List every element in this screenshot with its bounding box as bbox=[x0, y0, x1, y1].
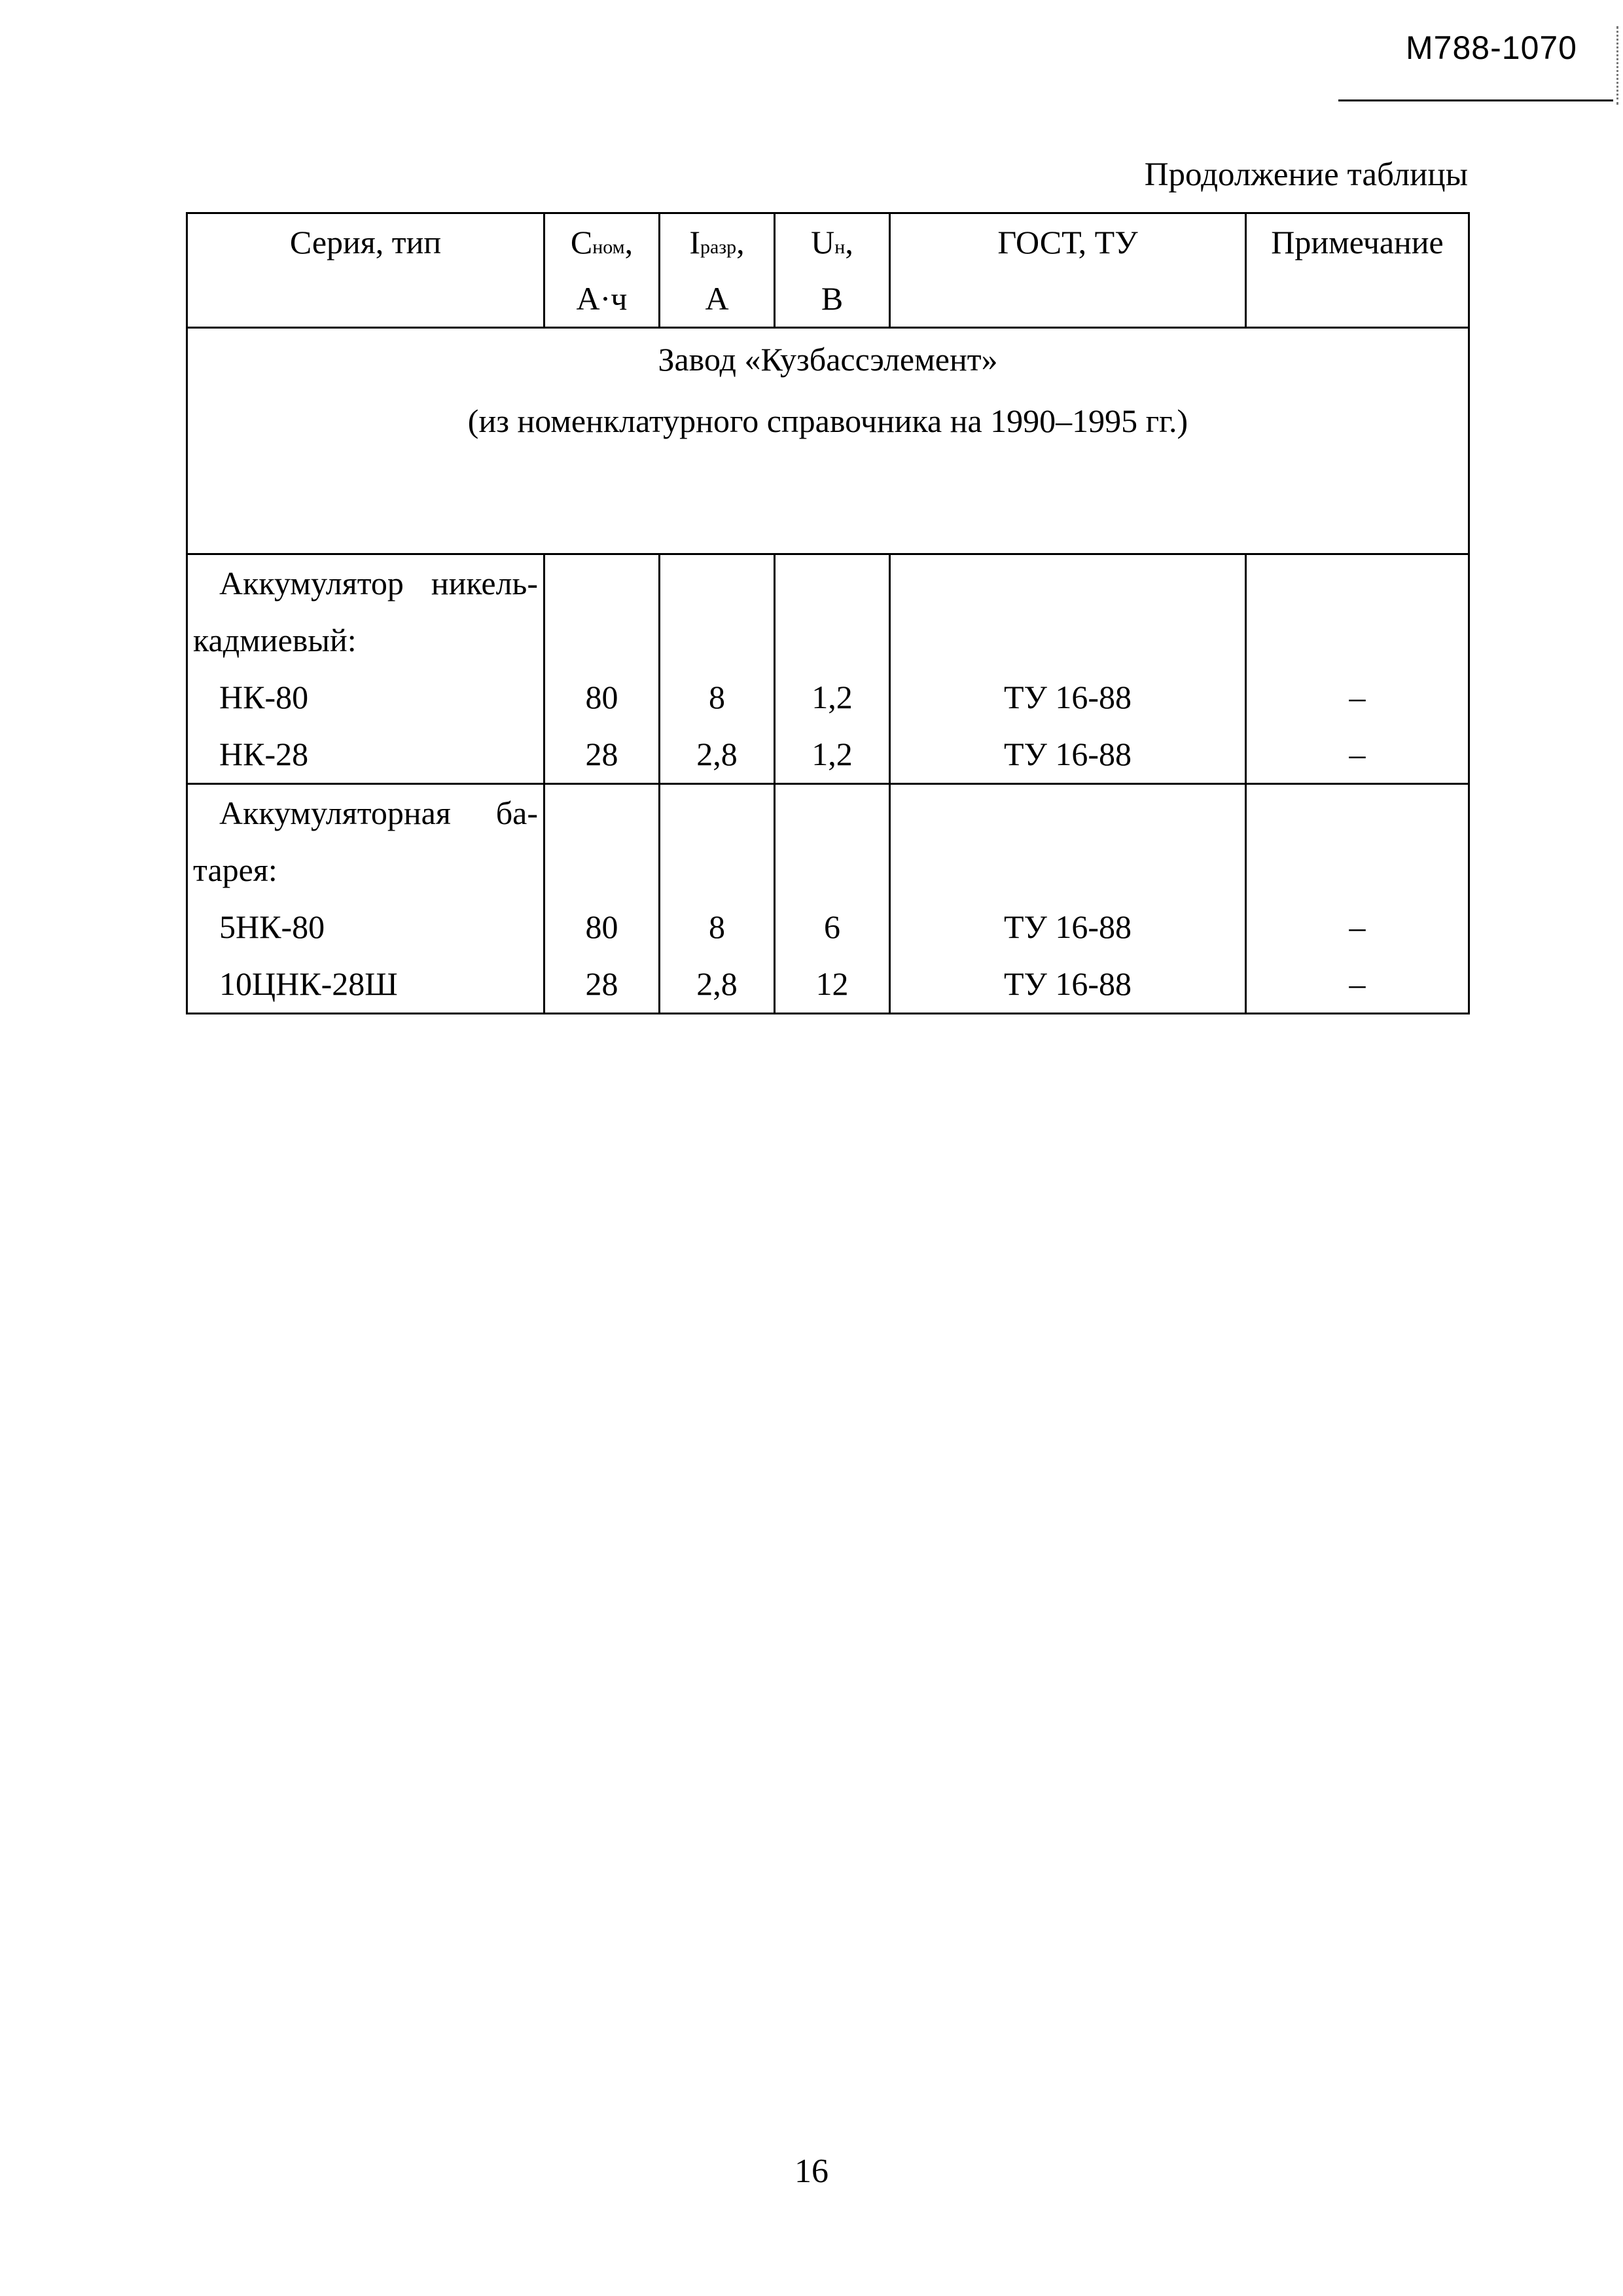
note-value: – bbox=[1349, 679, 1366, 715]
current-cell bbox=[660, 784, 775, 1014]
type-label: НК-80 bbox=[219, 679, 309, 715]
table-header-row bbox=[187, 213, 1469, 328]
gost-value: ТУ 16-88 bbox=[1003, 965, 1132, 1002]
scan-edge-mark bbox=[1616, 26, 1621, 105]
current-value: 8 bbox=[709, 679, 725, 715]
table-group-row bbox=[187, 554, 1469, 784]
group-name-line: Аккумулятор никель- bbox=[219, 565, 538, 601]
col-header-voltage: Uн, В bbox=[775, 213, 890, 328]
gost-cell bbox=[890, 784, 1246, 1014]
capacity-value: 28 bbox=[585, 965, 618, 1002]
series-cell bbox=[187, 554, 544, 784]
document-code: М788-1070 bbox=[1406, 29, 1577, 66]
capacity-cell bbox=[544, 784, 660, 1014]
note-value: – bbox=[1349, 965, 1366, 1002]
col-header-series: Серия, тип bbox=[187, 213, 544, 328]
section-row bbox=[187, 328, 1469, 554]
voltage-value: 1,2 bbox=[812, 679, 853, 715]
current-value: 8 bbox=[709, 908, 725, 945]
page-number: 16 bbox=[794, 2153, 829, 2190]
voltage-cell bbox=[775, 554, 890, 784]
table-continuation-caption: Продолжение таблицы bbox=[1144, 156, 1468, 193]
capacity-value: 80 bbox=[585, 908, 618, 945]
voltage-value: 6 bbox=[824, 908, 840, 945]
group-name-line: Аккумуляторная ба- bbox=[219, 795, 538, 831]
gost-value: ТУ 16-88 bbox=[1003, 679, 1132, 715]
current-value: 2,8 bbox=[696, 965, 738, 1002]
col-header-capacity: Сном, А·ч bbox=[544, 213, 660, 328]
col-header-gost: ГОСТ, ТУ bbox=[890, 213, 1246, 328]
battery-table bbox=[186, 212, 1470, 1014]
col-header-note: Примечание bbox=[1246, 213, 1469, 328]
section-title-cell bbox=[187, 328, 1469, 554]
series-cell bbox=[187, 784, 544, 1014]
header-rule bbox=[1338, 99, 1613, 101]
table-group-row bbox=[187, 784, 1469, 1014]
section-title: Завод «Кузбассэлемент» bbox=[658, 341, 998, 378]
gost-cell bbox=[890, 554, 1246, 784]
current-value: 2,8 bbox=[696, 736, 738, 772]
current-cell bbox=[660, 554, 775, 784]
capacity-value: 28 bbox=[585, 736, 618, 772]
type-label: 10ЦНК-28Ш bbox=[219, 965, 398, 1002]
gost-value: ТУ 16-88 bbox=[1003, 736, 1132, 772]
group-name-line: тарея: bbox=[193, 852, 277, 888]
type-label: 5НК-80 bbox=[219, 908, 325, 945]
gost-value: ТУ 16-88 bbox=[1003, 908, 1132, 945]
capacity-value: 80 bbox=[585, 679, 618, 715]
col-header-current: Iразр, А bbox=[660, 213, 775, 328]
type-label: НК-28 bbox=[219, 736, 309, 772]
voltage-cell bbox=[775, 784, 890, 1014]
voltage-value: 1,2 bbox=[812, 736, 853, 772]
note-value: – bbox=[1349, 908, 1366, 945]
note-cell bbox=[1246, 554, 1469, 784]
voltage-value: 12 bbox=[815, 965, 849, 1002]
note-value: – bbox=[1349, 736, 1366, 772]
capacity-cell bbox=[544, 554, 660, 784]
section-subtitle: (из номенклатурного справочника на 1990–1995 гг.) bbox=[467, 403, 1188, 439]
group-name-line: кадмиевый: bbox=[193, 622, 357, 658]
note-cell bbox=[1246, 784, 1469, 1014]
